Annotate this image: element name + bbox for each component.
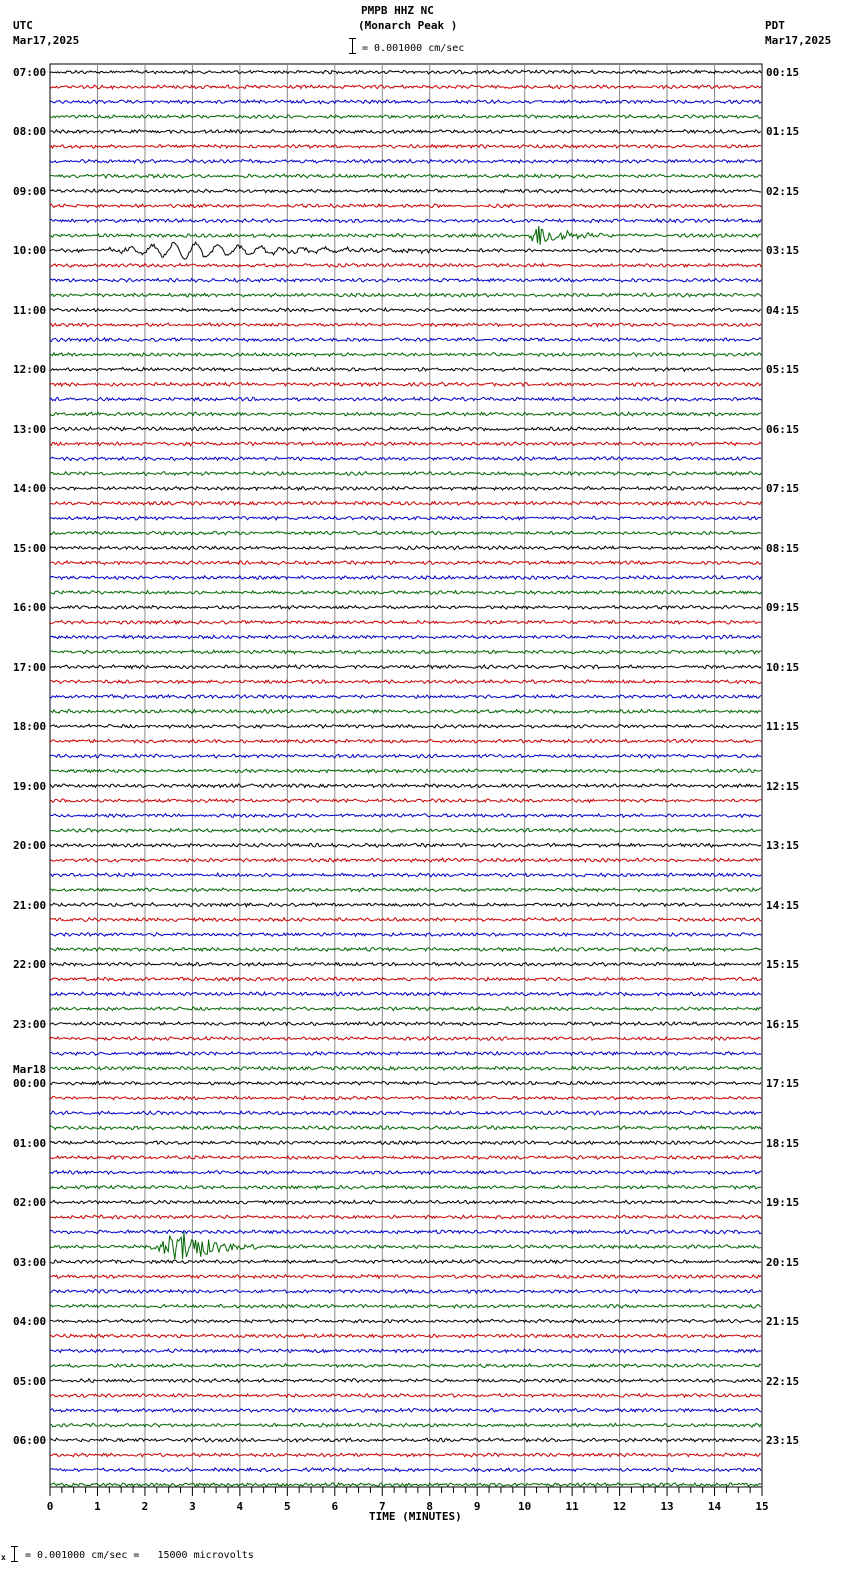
trace-line bbox=[50, 1290, 761, 1294]
footer-scale-text: = 0.001000 cm/sec = 15000 microvolts bbox=[25, 1550, 254, 1561]
trace-line bbox=[50, 353, 761, 357]
trace-line bbox=[50, 843, 761, 847]
utc-hour-label: 10:00 bbox=[13, 244, 47, 258]
utc-hour-label: 12:00 bbox=[13, 363, 47, 377]
pdt-time-label: 05:15 bbox=[766, 363, 800, 377]
x-axis-label: TIME (MINUTES) bbox=[369, 1510, 462, 1523]
trace-line bbox=[50, 1453, 761, 1457]
trace-line bbox=[50, 1408, 761, 1412]
trace-line bbox=[50, 1334, 761, 1338]
trace-line bbox=[50, 219, 761, 223]
x-tick-label: 12 bbox=[612, 1500, 627, 1513]
trace-line bbox=[50, 1319, 761, 1323]
x-tick-label: 11 bbox=[565, 1500, 579, 1513]
trace-line bbox=[50, 1304, 761, 1308]
trace-line bbox=[50, 724, 761, 728]
trace-line bbox=[50, 1156, 761, 1160]
pdt-time-label: 07:15 bbox=[766, 482, 800, 496]
trace-line bbox=[50, 1215, 761, 1219]
x-tick-label: 2 bbox=[141, 1500, 149, 1513]
utc-hour-label: 00:00 bbox=[13, 1077, 47, 1091]
trace-line bbox=[50, 174, 761, 178]
trace-line bbox=[50, 308, 761, 312]
trace-line bbox=[50, 1111, 761, 1115]
trace-line bbox=[50, 1379, 761, 1383]
trace-line bbox=[50, 635, 761, 639]
x-tick-label: 9 bbox=[473, 1500, 481, 1513]
utc-hour-label: 09:00 bbox=[13, 184, 47, 198]
trace-line bbox=[50, 1438, 761, 1442]
trace-line bbox=[50, 427, 761, 431]
x-tick-label: 6 bbox=[331, 1500, 339, 1513]
pdt-time-label: 16:15 bbox=[766, 1017, 800, 1031]
trace-line bbox=[50, 472, 761, 476]
x-tick-label: 10 bbox=[518, 1500, 532, 1513]
trace-line bbox=[50, 487, 761, 491]
trace-line bbox=[50, 888, 761, 892]
trace-line bbox=[50, 814, 761, 818]
trace-line bbox=[50, 546, 761, 550]
trace-line bbox=[50, 903, 761, 907]
trace-line bbox=[50, 1141, 761, 1145]
trace-line bbox=[50, 1260, 761, 1264]
trace-line bbox=[50, 1037, 761, 1041]
utc-hour-label: 21:00 bbox=[13, 898, 47, 912]
trace-line bbox=[50, 293, 761, 297]
pdt-time-label: 11:15 bbox=[766, 720, 800, 734]
trace-line bbox=[50, 948, 761, 952]
date-change-label: Mar18 bbox=[13, 1063, 47, 1077]
trace-line bbox=[50, 226, 761, 245]
utc-hour-label: 20:00 bbox=[13, 839, 47, 853]
station-title: PMPB HHZ NC bbox=[361, 4, 434, 17]
utc-hour-label: 06:00 bbox=[13, 1434, 47, 1448]
utc-hour-label: 17:00 bbox=[13, 660, 47, 674]
x-tick-label: 7 bbox=[378, 1500, 386, 1513]
trace-line bbox=[50, 1007, 761, 1011]
pdt-time-label: 20:15 bbox=[766, 1255, 800, 1269]
utc-hour-label: 01:00 bbox=[13, 1136, 47, 1150]
trace-line bbox=[50, 1185, 761, 1189]
trace-line bbox=[50, 1022, 761, 1026]
x-tick-label: 8 bbox=[426, 1500, 434, 1513]
trace-line bbox=[50, 873, 761, 877]
trace-line bbox=[50, 442, 761, 446]
trace-line bbox=[50, 933, 761, 937]
utc-hour-label: 05:00 bbox=[13, 1374, 47, 1388]
trace-line bbox=[50, 665, 761, 669]
pdt-time-label: 17:15 bbox=[766, 1077, 800, 1091]
trace-line bbox=[50, 100, 761, 104]
x-tick-label: 4 bbox=[236, 1500, 244, 1513]
pdt-time-label: 10:15 bbox=[766, 660, 800, 674]
trace-line bbox=[50, 1483, 761, 1487]
trace-line bbox=[50, 531, 761, 535]
trace-line bbox=[50, 695, 761, 699]
trace-line bbox=[50, 1349, 761, 1353]
utc-hour-label: 14:00 bbox=[13, 482, 47, 496]
utc-hour-label: 11:00 bbox=[13, 303, 47, 317]
left-timezone: UTC bbox=[13, 19, 33, 32]
pdt-time-label: 03:15 bbox=[766, 244, 800, 258]
trace-line bbox=[50, 576, 761, 580]
trace-line bbox=[50, 85, 761, 89]
trace-line bbox=[50, 829, 761, 833]
trace-line bbox=[50, 70, 761, 74]
trace-line bbox=[50, 962, 761, 966]
trace-line bbox=[50, 204, 761, 208]
trace-line bbox=[50, 1468, 761, 1472]
pdt-time-label: 22:15 bbox=[766, 1374, 800, 1388]
utc-hour-label: 04:00 bbox=[13, 1315, 47, 1329]
trace-line bbox=[50, 1364, 761, 1368]
x-tick-label: 0 bbox=[46, 1500, 54, 1513]
x-tick-label: 14 bbox=[707, 1500, 722, 1513]
trace-line bbox=[50, 561, 761, 565]
pdt-time-label: 04:15 bbox=[766, 303, 800, 317]
trace-line bbox=[50, 1081, 761, 1085]
plot-frame bbox=[50, 64, 762, 1487]
trace-line bbox=[50, 650, 761, 654]
utc-hour-label: 18:00 bbox=[13, 720, 47, 734]
trace-line bbox=[50, 1230, 761, 1234]
pdt-time-label: 02:15 bbox=[766, 184, 800, 198]
trace-line bbox=[50, 918, 761, 922]
utc-hour-label: 23:00 bbox=[13, 1017, 47, 1031]
trace-line bbox=[50, 1067, 761, 1071]
pdt-time-label: 09:15 bbox=[766, 601, 800, 615]
trace-line bbox=[50, 1052, 761, 1056]
trace-line bbox=[50, 977, 761, 981]
pdt-time-label: 01:15 bbox=[766, 125, 800, 139]
right-date: Mar17,2025 bbox=[765, 34, 832, 47]
pdt-time-label: 14:15 bbox=[766, 898, 800, 912]
trace-line bbox=[50, 680, 761, 684]
left-date: Mar17,2025 bbox=[13, 34, 80, 47]
pdt-time-label: 06:15 bbox=[766, 422, 800, 436]
trace-line bbox=[50, 242, 761, 259]
trace-line bbox=[50, 1096, 761, 1100]
utc-hour-label: 16:00 bbox=[13, 601, 47, 615]
pdt-time-label: 23:15 bbox=[766, 1434, 800, 1448]
trace-line bbox=[50, 516, 761, 520]
right-timezone: PDT bbox=[765, 19, 785, 32]
pdt-time-label: 08:15 bbox=[766, 541, 800, 555]
trace-line bbox=[50, 1275, 761, 1279]
trace-line bbox=[50, 769, 761, 773]
x-tick-label: 1 bbox=[94, 1500, 101, 1513]
utc-hour-label: 22:00 bbox=[13, 958, 47, 972]
trace-line bbox=[50, 992, 761, 996]
trace-line bbox=[50, 858, 761, 862]
utc-hour-label: 08:00 bbox=[13, 125, 47, 139]
trace-line bbox=[50, 501, 761, 505]
scale-text: = 0.001000 cm/sec bbox=[362, 43, 465, 54]
trace-line bbox=[50, 784, 761, 788]
trace-line bbox=[50, 710, 761, 714]
pdt-time-label: 19:15 bbox=[766, 1196, 800, 1210]
trace-line bbox=[50, 799, 761, 803]
pdt-time-label: 13:15 bbox=[766, 839, 800, 853]
pdt-time-label: 15:15 bbox=[766, 958, 800, 972]
trace-line bbox=[50, 115, 761, 119]
trace-line bbox=[50, 1126, 761, 1130]
x-tick-label: 15 bbox=[755, 1500, 769, 1513]
utc-hour-label: 19:00 bbox=[13, 779, 47, 793]
footer-prefix: x bbox=[1, 1553, 6, 1562]
pdt-time-label: 18:15 bbox=[766, 1136, 800, 1150]
x-tick-label: 5 bbox=[284, 1500, 291, 1513]
pdt-time-label: 21:15 bbox=[766, 1315, 800, 1329]
trace-line bbox=[50, 368, 761, 372]
trace-line bbox=[50, 1423, 761, 1427]
trace-line bbox=[50, 739, 761, 743]
trace-line bbox=[50, 130, 761, 134]
trace-line bbox=[50, 159, 761, 163]
trace-line bbox=[50, 1171, 761, 1175]
trace-line bbox=[50, 457, 761, 461]
footer-scale-bar-icon bbox=[11, 1546, 18, 1562]
trace-line bbox=[50, 620, 761, 624]
trace-line bbox=[50, 1394, 761, 1398]
site-name: (Monarch Peak ) bbox=[358, 19, 458, 32]
utc-hour-label: 13:00 bbox=[13, 422, 47, 436]
trace-line bbox=[50, 606, 761, 610]
trace-line bbox=[50, 145, 761, 149]
trace-line bbox=[50, 591, 761, 595]
x-tick-label: 3 bbox=[189, 1500, 196, 1513]
trace-line bbox=[50, 189, 761, 193]
pdt-time-label: 00:15 bbox=[766, 66, 800, 79]
trace-line bbox=[50, 323, 761, 327]
pdt-time-label: 12:15 bbox=[766, 779, 800, 793]
trace-line bbox=[50, 264, 761, 268]
trace-line bbox=[50, 1200, 761, 1204]
trace-line bbox=[50, 278, 761, 282]
trace-line bbox=[50, 1232, 761, 1259]
utc-hour-label: 15:00 bbox=[13, 541, 47, 555]
utc-hour-label: 03:00 bbox=[13, 1255, 47, 1269]
trace-line bbox=[50, 338, 761, 342]
trace-line bbox=[50, 754, 761, 758]
utc-hour-label: 07:00 bbox=[13, 66, 47, 79]
utc-hour-label: 02:00 bbox=[13, 1196, 47, 1210]
trace-line bbox=[50, 383, 761, 387]
x-tick-label: 13 bbox=[660, 1500, 674, 1513]
trace-line bbox=[50, 412, 761, 416]
trace-line bbox=[50, 397, 761, 401]
